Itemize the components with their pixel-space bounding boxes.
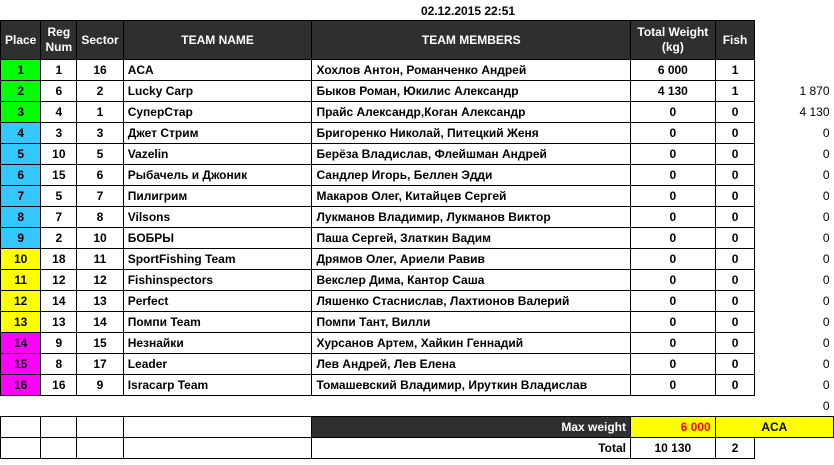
total-weight-cell[interactable]: 0 bbox=[631, 165, 716, 186]
table-row bbox=[1, 81, 834, 102]
total-weight-cell[interactable]: 6 000 bbox=[631, 60, 716, 81]
side-value-cell[interactable]: 0 bbox=[822, 252, 830, 266]
fish-cell[interactable]: 0 bbox=[715, 102, 755, 123]
total-weight-cell[interactable]: 0 bbox=[631, 186, 716, 207]
header-team-name[interactable]: TEAM NAME bbox=[123, 21, 312, 60]
sector-cell[interactable]: 6 bbox=[77, 165, 123, 186]
timestamp-cell[interactable]: 02.12.2015 22:51 bbox=[420, 4, 516, 18]
place-cell[interactable]: 14 bbox=[1, 333, 41, 354]
empty-cell[interactable] bbox=[755, 438, 834, 459]
reg-num-cell[interactable]: 2 bbox=[41, 228, 77, 249]
table-row bbox=[1, 144, 834, 165]
sector-cell[interactable]: 2 bbox=[77, 81, 123, 102]
fish-cell[interactable]: 0 bbox=[715, 144, 755, 165]
place-cell[interactable]: 10 bbox=[1, 249, 41, 270]
team-members-cell[interactable]: Бригоренко Николай, Питецкий Женя bbox=[312, 123, 631, 144]
table-row bbox=[1, 312, 834, 333]
reg-num-cell[interactable]: 8 bbox=[41, 354, 77, 375]
team-members-cell[interactable]: Дрямов Олег, Ариели Равив bbox=[312, 249, 631, 270]
team-members-cell[interactable]: Берёза Владислав, Флейшман Андрей bbox=[312, 144, 631, 165]
total-weight-cell[interactable]: 0 bbox=[631, 291, 716, 312]
summary-body bbox=[1, 396, 834, 459]
max-weight-label[interactable]: Max weight bbox=[312, 417, 631, 438]
reg-num-cell[interactable]: 13 bbox=[41, 312, 77, 333]
reg-num-cell[interactable]: 6 bbox=[41, 81, 77, 102]
total-weight-cell[interactable]: 0 bbox=[631, 312, 716, 333]
empty-cell[interactable] bbox=[1, 396, 755, 417]
header-sector[interactable]: Sector bbox=[77, 21, 123, 60]
table-row bbox=[1, 102, 834, 123]
place-cell[interactable]: 3 bbox=[1, 102, 41, 123]
table-row bbox=[1, 186, 834, 207]
total-weight-cell[interactable]: 0 bbox=[631, 354, 716, 375]
reg-num-cell[interactable]: 10 bbox=[41, 144, 77, 165]
team-name-cell[interactable]: Vilsons bbox=[123, 207, 312, 228]
place-cell[interactable]: 12 bbox=[1, 291, 41, 312]
team-members-cell[interactable]: Хохлов Антон, Романченко Андрей bbox=[312, 60, 631, 81]
sector-cell[interactable]: 17 bbox=[77, 354, 123, 375]
side-value-cell[interactable]: 0 bbox=[822, 378, 830, 392]
fish-cell[interactable]: 1 bbox=[715, 81, 755, 102]
total-row bbox=[1, 438, 834, 459]
team-name-cell[interactable]: Пилигрим bbox=[123, 186, 312, 207]
team-members-cell[interactable]: Паша Сергей, Златкин Вадим bbox=[312, 228, 631, 249]
place-cell[interactable]: 11 bbox=[1, 270, 41, 291]
total-weight-cell[interactable]: 0 bbox=[631, 207, 716, 228]
reg-num-cell[interactable]: 18 bbox=[41, 249, 77, 270]
empty-cell[interactable] bbox=[41, 438, 77, 459]
reg-num-cell[interactable]: 14 bbox=[41, 291, 77, 312]
side-column-header[interactable] bbox=[755, 21, 834, 60]
place-cell[interactable]: 6 bbox=[1, 165, 41, 186]
place-cell[interactable]: 7 bbox=[1, 186, 41, 207]
fish-cell[interactable]: 0 bbox=[715, 207, 755, 228]
extra-side-row bbox=[1, 396, 834, 417]
total-label[interactable]: Total bbox=[312, 438, 631, 459]
fish-cell[interactable]: 0 bbox=[715, 249, 755, 270]
team-name-cell[interactable]: Lucky Carp bbox=[123, 81, 312, 102]
place-cell[interactable]: 8 bbox=[1, 207, 41, 228]
max-weight-team[interactable]: ACA bbox=[715, 417, 833, 438]
max-weight-value[interactable]: 6 000 bbox=[631, 417, 716, 438]
team-name-cell[interactable]: Perfect bbox=[123, 291, 312, 312]
team-members-cell[interactable]: Векслер Дима, Кантор Саша bbox=[312, 270, 631, 291]
total-weight-cell[interactable]: 0 bbox=[631, 144, 716, 165]
side-value-cell[interactable] bbox=[755, 60, 834, 81]
place-cell[interactable]: 13 bbox=[1, 312, 41, 333]
empty-cell[interactable] bbox=[123, 417, 312, 438]
place-cell[interactable]: 1 bbox=[1, 60, 41, 81]
table-row bbox=[1, 60, 834, 81]
fish-cell[interactable]: 1 bbox=[715, 60, 755, 81]
header-total-weight[interactable]: Total Weight (kg) bbox=[631, 21, 716, 60]
empty-cell[interactable] bbox=[41, 417, 77, 438]
table-row bbox=[1, 291, 834, 312]
table-row bbox=[1, 165, 834, 186]
fish-cell[interactable]: 0 bbox=[715, 228, 755, 249]
fish-cell[interactable]: 0 bbox=[715, 354, 755, 375]
sector-cell[interactable]: 8 bbox=[77, 207, 123, 228]
table-row bbox=[1, 207, 834, 228]
side-value-cell[interactable]: 0 bbox=[822, 336, 830, 350]
empty-cell[interactable] bbox=[1, 438, 41, 459]
total-weight-cell[interactable]: 0 bbox=[631, 375, 716, 396]
total-weight-cell[interactable]: 0 bbox=[631, 123, 716, 144]
team-name-cell[interactable]: Рыбачель и Джоник bbox=[123, 165, 312, 186]
team-name-cell[interactable]: БОБРЫ bbox=[123, 228, 312, 249]
sector-cell[interactable]: 13 bbox=[77, 291, 123, 312]
team-members-cell[interactable]: Быков Роман, Юкилис Александр bbox=[312, 81, 631, 102]
team-name-cell[interactable]: SportFishing Team bbox=[123, 249, 312, 270]
sector-cell[interactable]: 11 bbox=[77, 249, 123, 270]
empty-cell[interactable] bbox=[1, 417, 41, 438]
table-row bbox=[1, 270, 834, 291]
total-weight[interactable]: 10 130 bbox=[631, 438, 716, 459]
reg-num-cell[interactable]: 12 bbox=[41, 270, 77, 291]
team-name-cell[interactable]: Vazelin bbox=[123, 144, 312, 165]
side-value-cell[interactable]: 0 bbox=[822, 273, 830, 287]
team-members-cell[interactable]: Ляшенко Стаснислав, Лахтионов Валерий bbox=[312, 291, 631, 312]
side-value-cell[interactable]: 0 bbox=[822, 315, 830, 329]
side-value-cell[interactable]: 0 bbox=[822, 294, 830, 308]
reg-num-cell[interactable]: 15 bbox=[41, 165, 77, 186]
extra-side-value[interactable]: 0 bbox=[822, 398, 830, 413]
team-name-cell[interactable]: Джет Стрим bbox=[123, 123, 312, 144]
team-name-cell[interactable]: Fishinspectors bbox=[123, 270, 312, 291]
place-cell[interactable]: 9 bbox=[1, 228, 41, 249]
team-name-cell[interactable]: Leader bbox=[123, 354, 312, 375]
reg-num-cell[interactable]: 4 bbox=[41, 102, 77, 123]
place-cell[interactable]: 15 bbox=[1, 354, 41, 375]
team-name-cell[interactable]: ACA bbox=[123, 60, 312, 81]
side-value-cell[interactable]: 1 870 bbox=[799, 84, 830, 98]
side-value-cell[interactable]: 0 bbox=[822, 189, 830, 203]
place-cell[interactable]: 5 bbox=[1, 144, 41, 165]
team-name-cell[interactable]: Незнайки bbox=[123, 333, 312, 354]
fish-cell[interactable]: 0 bbox=[715, 312, 755, 333]
team-name-cell[interactable]: Isracarp Team bbox=[123, 375, 312, 396]
table-row bbox=[1, 375, 834, 396]
sector-cell[interactable]: 16 bbox=[77, 60, 123, 81]
team-members-cell[interactable]: Лев Андрей, Лев Елена bbox=[312, 354, 631, 375]
empty-cell[interactable] bbox=[77, 438, 123, 459]
total-weight-cell[interactable]: 0 bbox=[631, 270, 716, 291]
team-members-cell[interactable]: Помпи Тант, Вилли bbox=[312, 312, 631, 333]
sector-cell[interactable]: 9 bbox=[77, 375, 123, 396]
fish-cell[interactable]: 0 bbox=[715, 270, 755, 291]
empty-cell[interactable] bbox=[123, 438, 312, 459]
reg-num-cell[interactable]: 1 bbox=[41, 60, 77, 81]
max-weight-row bbox=[1, 417, 834, 438]
table-row bbox=[1, 228, 834, 249]
total-fish[interactable]: 2 bbox=[715, 438, 755, 459]
header-reg-num[interactable]: Reg Num bbox=[41, 21, 77, 60]
fish-cell[interactable]: 0 bbox=[715, 186, 755, 207]
total-weight-cell[interactable]: 0 bbox=[631, 249, 716, 270]
sector-cell[interactable]: 15 bbox=[77, 333, 123, 354]
side-value-cell[interactable]: 0 bbox=[822, 357, 830, 371]
reg-num-cell[interactable]: 9 bbox=[41, 333, 77, 354]
results-body bbox=[1, 60, 834, 396]
header-fish[interactable]: Fish bbox=[715, 21, 755, 60]
total-weight-cell[interactable]: 0 bbox=[631, 333, 716, 354]
reg-num-cell[interactable]: 5 bbox=[41, 186, 77, 207]
place-cell[interactable]: 2 bbox=[1, 81, 41, 102]
team-name-cell[interactable]: СуперСтар bbox=[123, 102, 312, 123]
sector-cell[interactable]: 7 bbox=[77, 186, 123, 207]
side-value-cell[interactable]: 0 bbox=[822, 168, 830, 182]
fish-cell[interactable]: 0 bbox=[715, 291, 755, 312]
header-place[interactable]: Place bbox=[1, 21, 41, 60]
side-value-cell[interactable]: 0 bbox=[822, 231, 830, 245]
table-row bbox=[1, 333, 834, 354]
reg-num-cell[interactable]: 3 bbox=[41, 123, 77, 144]
side-value-cell[interactable]: 0 bbox=[822, 210, 830, 224]
table-row bbox=[1, 354, 834, 375]
team-members-cell[interactable]: Сандлер Игорь, Беллен Эдди bbox=[312, 165, 631, 186]
side-value-cell[interactable]: 0 bbox=[822, 147, 830, 161]
fish-cell[interactable]: 0 bbox=[715, 123, 755, 144]
fish-cell[interactable]: 0 bbox=[715, 333, 755, 354]
table-row bbox=[1, 249, 834, 270]
team-members-cell[interactable]: Томашевский Владимир, Ируткин Владислав bbox=[312, 375, 631, 396]
table-row bbox=[1, 123, 834, 144]
sector-cell[interactable]: 5 bbox=[77, 144, 123, 165]
fish-cell[interactable]: 0 bbox=[715, 165, 755, 186]
place-cell[interactable]: 4 bbox=[1, 123, 41, 144]
place-cell[interactable]: 16 bbox=[1, 375, 41, 396]
sector-cell[interactable]: 14 bbox=[77, 312, 123, 333]
total-weight-cell[interactable]: 4 130 bbox=[631, 81, 716, 102]
total-weight-cell[interactable]: 0 bbox=[631, 228, 716, 249]
header-team-members[interactable]: TEAM MEMBERS bbox=[312, 21, 631, 60]
team-members-cell[interactable]: Хурсанов Артем, Хайкин Геннадий bbox=[312, 333, 631, 354]
side-value-cell[interactable]: 0 bbox=[822, 126, 830, 140]
team-name-cell[interactable]: Помпи Team bbox=[123, 312, 312, 333]
reg-num-cell[interactable]: 7 bbox=[41, 207, 77, 228]
sector-cell[interactable]: 12 bbox=[77, 270, 123, 291]
sector-cell[interactable]: 10 bbox=[77, 228, 123, 249]
team-members-cell[interactable]: Макаров Олег, Китайцев Сергей bbox=[312, 186, 631, 207]
header-row bbox=[1, 21, 834, 60]
sector-cell[interactable]: 1 bbox=[77, 102, 123, 123]
results-table bbox=[0, 20, 834, 459]
team-members-cell[interactable]: Прайс Александр,Коган Александр bbox=[312, 102, 631, 123]
fish-cell[interactable]: 0 bbox=[715, 375, 755, 396]
team-members-cell[interactable]: Лукманов Владимир, Лукманов Виктор bbox=[312, 207, 631, 228]
reg-num-cell[interactable]: 16 bbox=[41, 375, 77, 396]
total-weight-cell[interactable]: 0 bbox=[631, 102, 716, 123]
sector-cell[interactable]: 3 bbox=[77, 123, 123, 144]
side-value-cell[interactable]: 4 130 bbox=[799, 105, 830, 119]
empty-cell[interactable] bbox=[77, 417, 123, 438]
